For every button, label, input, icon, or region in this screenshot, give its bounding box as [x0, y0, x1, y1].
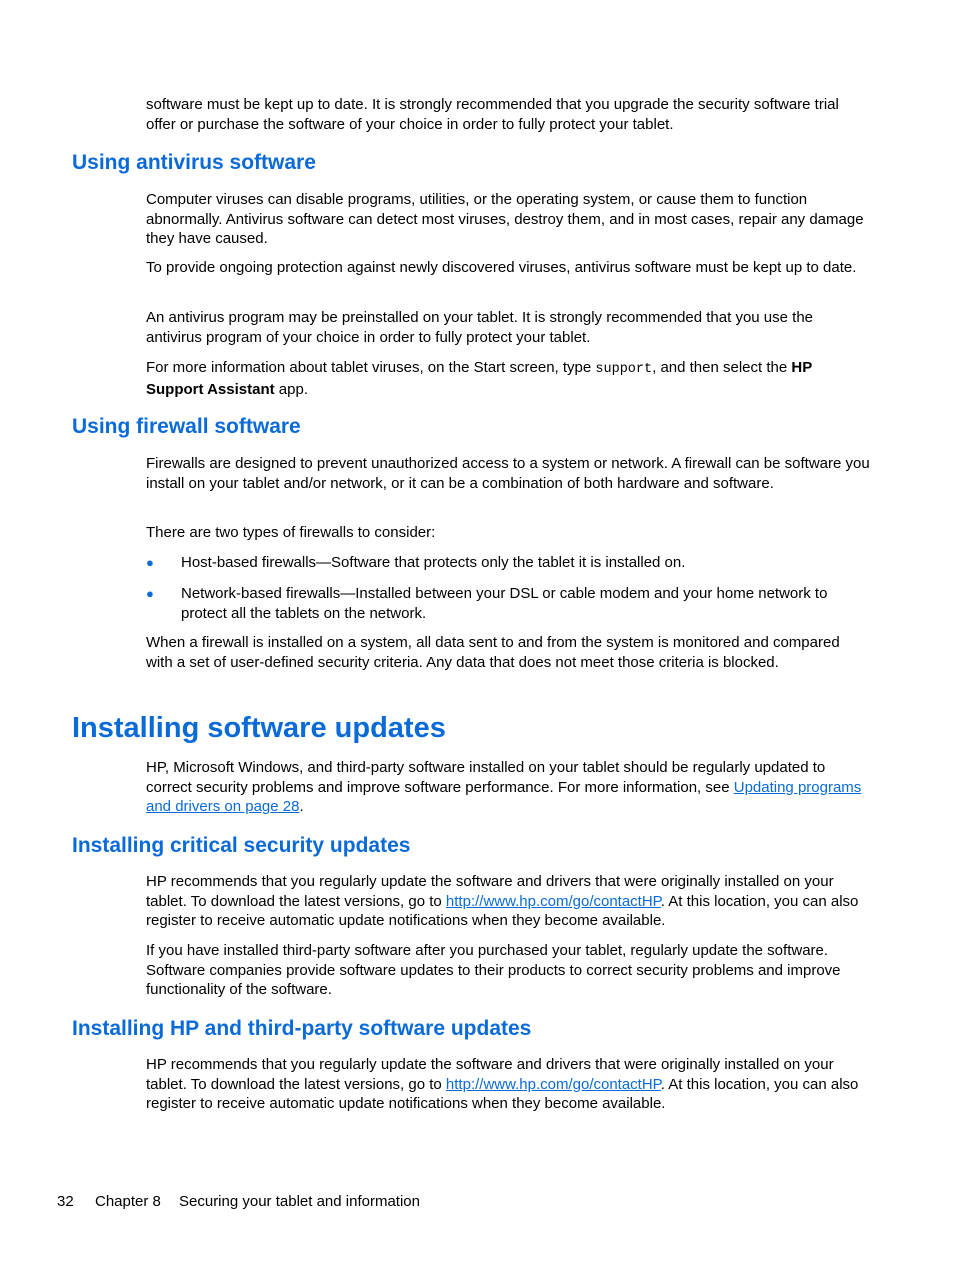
list-item-text: Host-based firewalls—Software that protects only the tablet it is installed on.: [181, 554, 686, 571]
firewall-paragraph-2: There are two types of firewalls to consider:: [146, 524, 436, 541]
updates-heading: Installing software updates: [72, 712, 446, 744]
antivirus-p4-text-c: app.: [274, 380, 308, 398]
antivirus-paragraph-1: Computer viruses can disable programs, utilities, or the operating system, or cause them to function abnormally. Antivirus software can detect most viruses, destroy them, and in most cases, repair any damage they have caused.: [146, 191, 864, 247]
hp-updates-heading: Installing HP and third-party software updates: [72, 1017, 532, 1040]
firewall-paragraph-3: When a firewall is installed on a system, all data sent to and from the system is monitored and compared with a set of user-defined security criteria. Any data that does not meet those criteria is blocked.: [146, 634, 840, 671]
list-item: [146, 553, 870, 573]
contact-hp-link[interactable]: http://www.hp.com/go/contactHP: [445, 892, 661, 910]
critical-p1-text-b: . At this location, you can also register to receive automatic update notifications when they become available.: [146, 892, 859, 929]
critical-paragraph-1: [146, 872, 870, 931]
list-item-text: Network-based firewalls—Installed between your DSL or cable modem and your home network to protect all the tablets on the network.: [181, 585, 828, 622]
critical-updates-heading: Installing critical security updates: [72, 834, 411, 857]
updates-p1-text-b: .: [299, 798, 304, 815]
antivirus-p4-text-b: , and then select the: [652, 359, 792, 376]
footer-chapter: Chapter 8: [95, 1193, 161, 1210]
critical-p1-text-a: HP recommends that you regularly update the software and drivers that were originally installed on your tablet. To download the latest versions, go to: [146, 873, 834, 910]
hp-support-assistant-name: HP Support Assistant: [146, 359, 812, 398]
bullet-icon: ●: [146, 586, 154, 601]
updating-programs-link[interactable]: Updating programs and drivers on page 28: [146, 778, 862, 815]
page-footer: [57, 1192, 420, 1211]
antivirus-paragraph-4: [146, 358, 870, 399]
list-item: [146, 584, 870, 623]
footer-chapter-title: Securing your tablet and information: [179, 1193, 420, 1210]
bullet-icon: ●: [146, 555, 154, 570]
hp-updates-paragraph: [146, 1055, 870, 1114]
antivirus-p4-text-a: For more information about tablet viruses, on the Start screen, type: [146, 359, 596, 376]
critical-paragraph-2: If you have installed third-party software after you purchased your tablet, regularly update the software. Software companies provide software updates to their products to correct security problems and improve functionality of the software.: [146, 942, 841, 998]
hp-updates-p1-text-a: HP recommends that you regularly update the software and drivers that were originally installed on your tablet. To download the latest versions, go to: [146, 1056, 834, 1093]
updates-p1-text-a: HP, Microsoft Windows, and third-party software installed on your tablet should be regularly updated to correct security problems and improve software performance. For more information, see: [146, 759, 826, 796]
contact-hp-link[interactable]: http://www.hp.com/go/contactHP: [445, 1075, 661, 1093]
updates-paragraph: [146, 758, 870, 817]
antivirus-heading: Using antivirus software: [72, 151, 316, 174]
firewall-paragraph-1: Firewalls are designed to prevent unauthorized access to a system or network. A firewall can be software you install on your tablet and/or network, or it can be a combination of both hardware and software.: [146, 455, 870, 492]
hp-updates-p1-text-b: . At this location, you can also register to receive automatic update notifications when they become available.: [146, 1075, 859, 1112]
antivirus-paragraph-3: An antivirus program may be preinstalled on your tablet. It is strongly recommended that you use the antivirus program of your choice in order to fully protect your tablet.: [146, 309, 814, 346]
antivirus-paragraph-2: To provide ongoing protection against newly discovered viruses, antivirus software must be kept up to date.: [146, 259, 857, 276]
page-number: 32: [57, 1193, 74, 1210]
firewall-heading: Using firewall software: [72, 415, 301, 438]
intro-paragraph: software must be kept up to date. It is strongly recommended that you upgrade the security software trial offer or purchase the software of your choice in order to fully protect your tablet.: [146, 96, 839, 133]
support-command: support: [595, 362, 653, 377]
